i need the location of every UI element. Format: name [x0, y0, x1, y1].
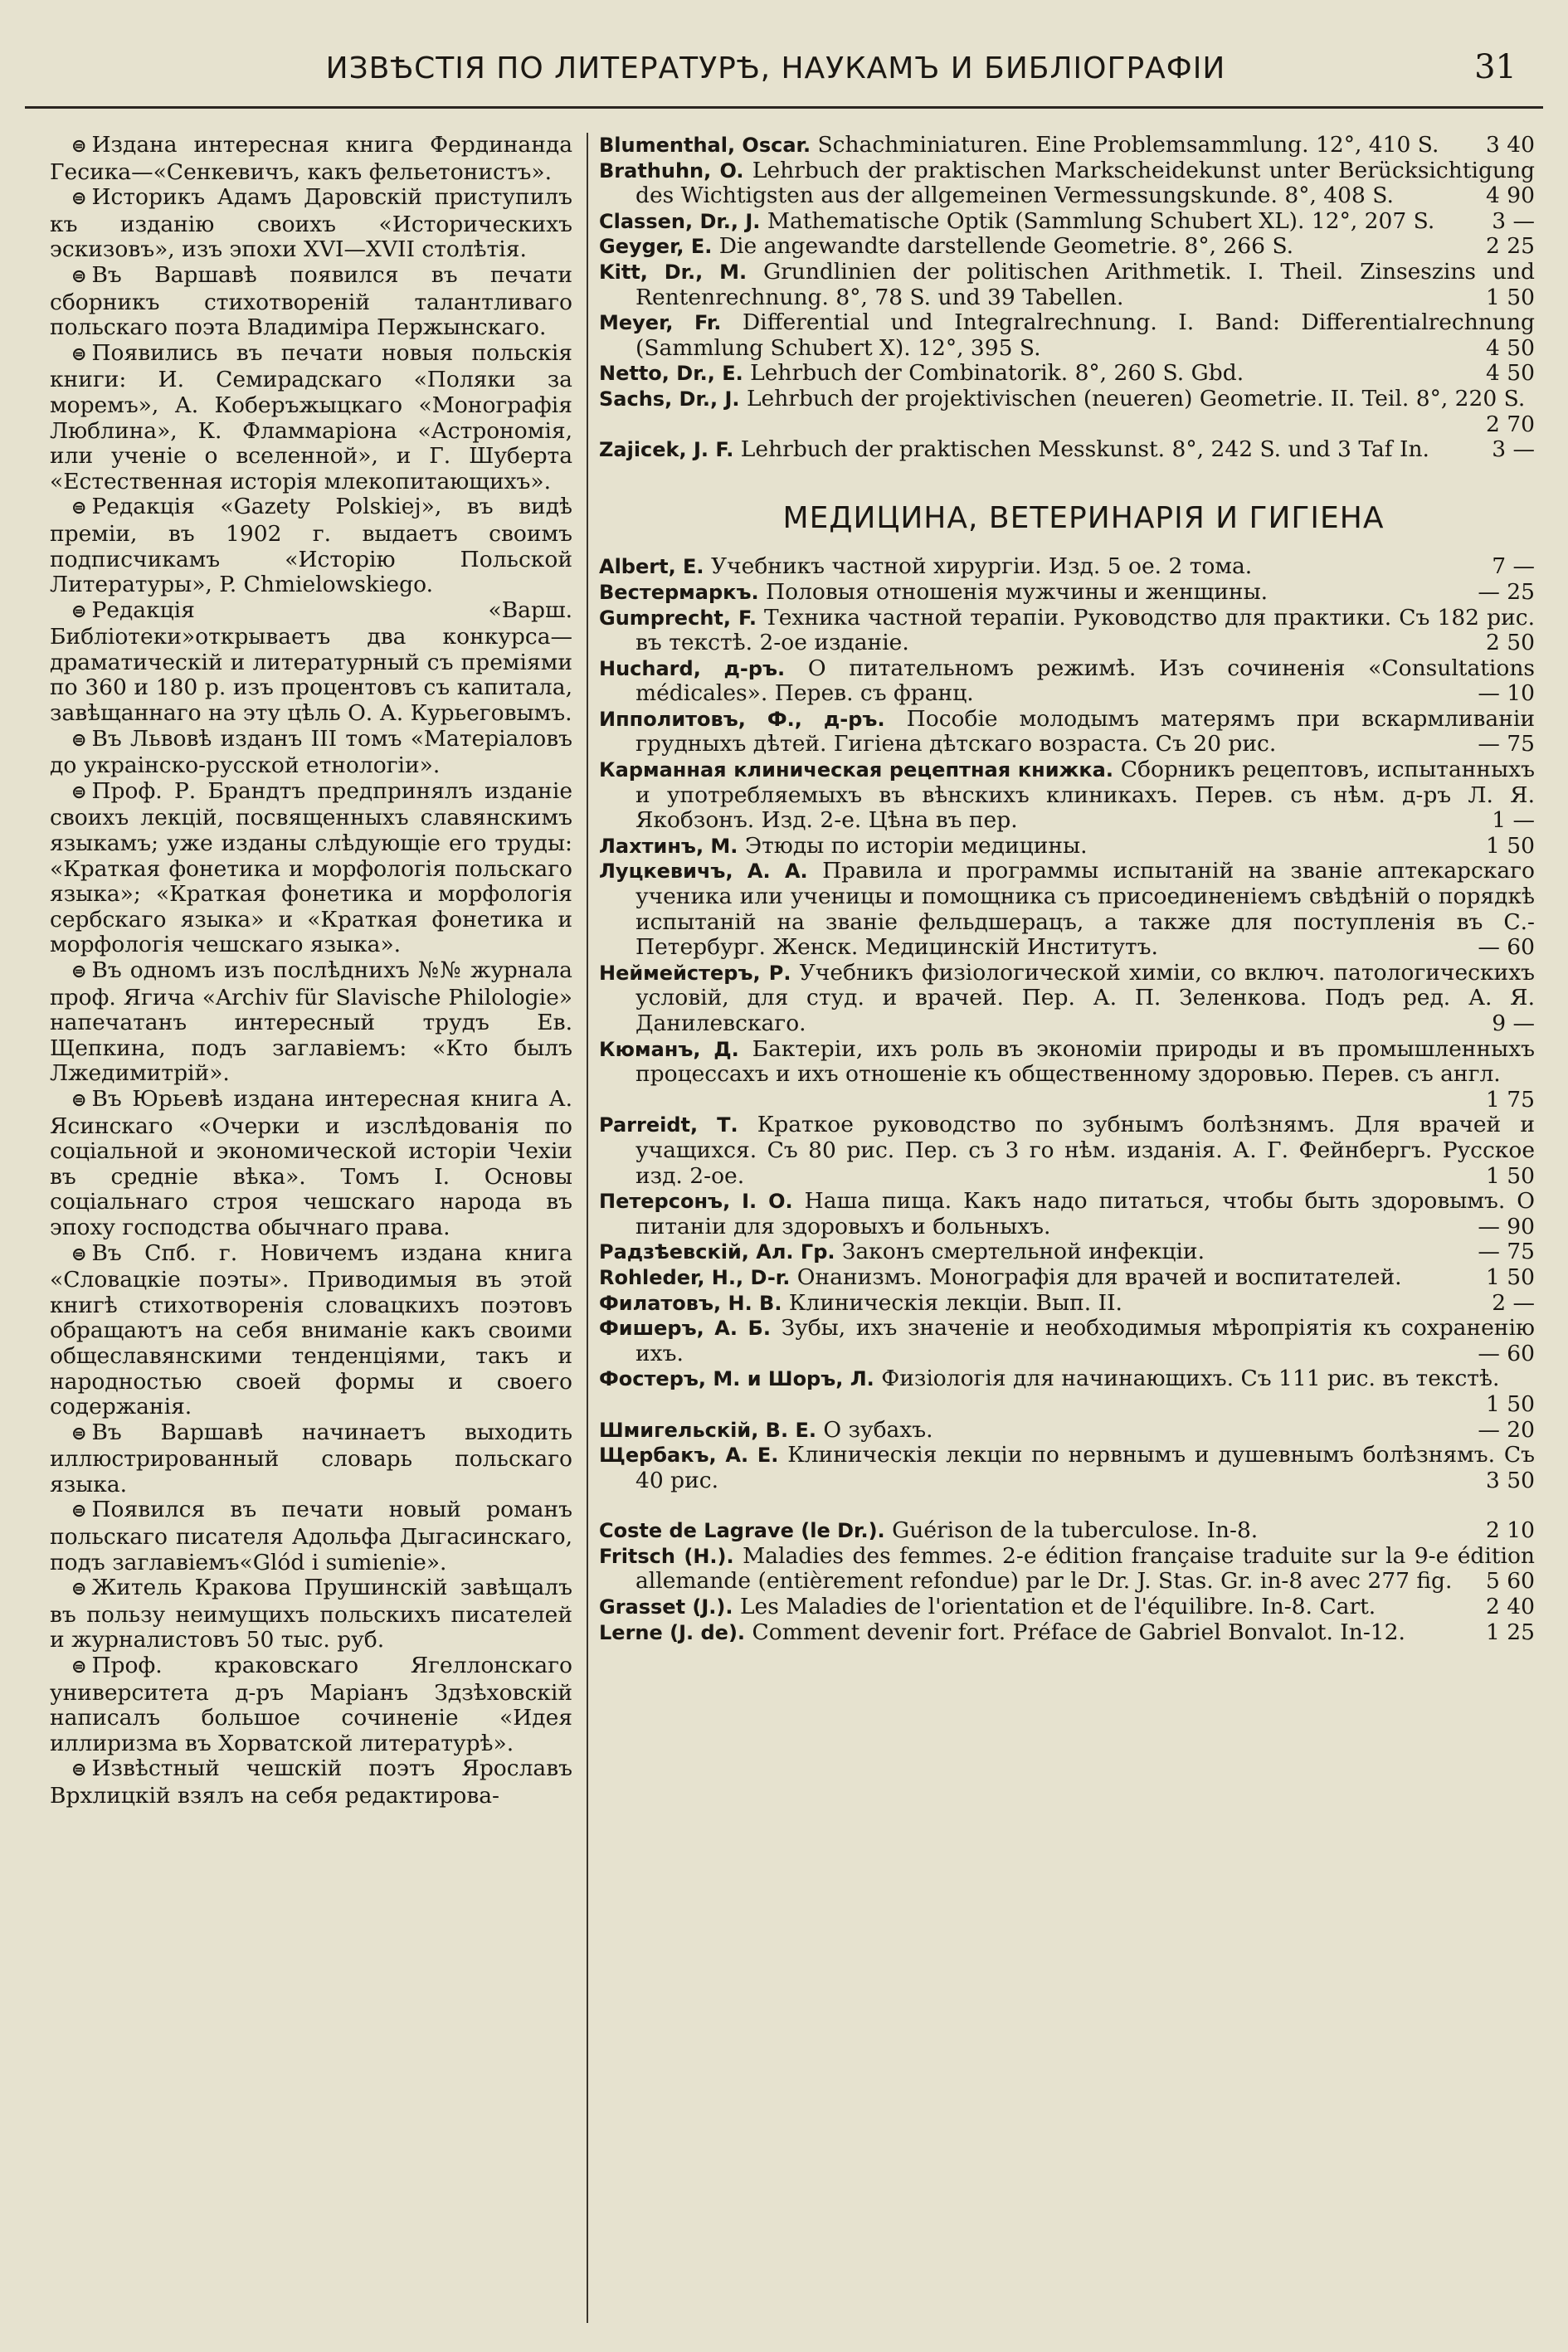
entry-author: Вестермаркъ. — [599, 580, 759, 604]
entry-title: Die angewandte darstellende Geometrie. 8°, 266 S. — [712, 233, 1294, 260]
entry-title: Техника частной терапіи. Руководство для практики. Съ 182 рис. въ текстѣ. 2-ое изданіе. — [635, 604, 1535, 656]
math-entries — [599, 133, 1535, 463]
entry-author: Лахтинъ, М. — [599, 834, 738, 858]
entry-author: Gumprecht, F. — [599, 606, 757, 630]
news-text: Въ Варшавѣ появился въ печати сборникъ стихотвореній талантливаго польскаго поэта Владиміра Пержынскаго. — [50, 261, 572, 341]
news-item — [50, 185, 572, 263]
news-text: Въ Варшавѣ начинаетъ выходить иллюстрированный словарь польскаго языка. — [50, 1419, 572, 1497]
entry-author: Classen, Dr., J. — [599, 209, 761, 233]
news-marker-icon: ⊜ — [71, 1760, 87, 1781]
entry-price: 2 25 — [1485, 233, 1535, 260]
bibliography-entry — [599, 606, 1535, 656]
news-item — [50, 1241, 572, 1420]
column-divider — [587, 133, 588, 2323]
entry-author: Ипполитовъ, Ф., д-ръ. — [599, 707, 885, 731]
entry-author: Zajicek, J. F. — [599, 438, 734, 462]
news-text: Въ Юрьевѣ издана интересная книга А. Ясинскаго «Очерки и изслѣдованія по соціальной и экономической исторіи Чехіи въ средніе вѣка». Томъ I. Основы соціальнаго строя чешскаго народа въ эпоху господства обычнаго права. — [50, 1085, 572, 1240]
news-text: Въ Спб. г. Новичемъ издана книга «Словацкіе поэты». Приводимыя въ этой книгѣ стихотворенія словацкихъ поэтовъ обращаютъ на себя вниманіе какъ своими общеславянскими тенденціями, такъ и народностью своей формы и своего содержанія. — [50, 1239, 572, 1420]
entry-author: Щербакъ, А. Е. — [599, 1444, 779, 1468]
bibliography-entry — [599, 437, 1535, 463]
entry-price: 4 50 — [1485, 334, 1535, 361]
entry-author: Albert, E. — [599, 555, 704, 579]
news-marker-icon: ⊜ — [71, 1423, 87, 1444]
news-text: Проф. Р. Брандтъ предпринялъ изданіе своихъ лекцій, посвященныхъ славянскимъ языкамъ; уже изданы слѣдующіе его труды: «Краткая фонетика и морфологія польскаго языка»; «Краткая фонетика и морфологія сербскаго языка» и «Краткая фонетика и морфологія чешскаго языка». — [50, 777, 572, 958]
entry-price: 3 50 — [1485, 1467, 1535, 1493]
entry-author: Филатовъ, Н. В. — [599, 1291, 782, 1315]
entry-price: — 75 — [1478, 1239, 1535, 1265]
bibliography-entry — [599, 158, 1535, 209]
news-item — [50, 727, 572, 779]
bibliography-entry — [599, 1595, 1535, 1620]
entry-title: О питательномъ режимѣ. Изъ сочиненія «Consultations médicales». Перев. съ франц. — [635, 655, 1535, 707]
entry-price: 3 — — [1492, 436, 1535, 463]
news-item — [50, 494, 572, 597]
entry-author: Кюманъ, Д. — [599, 1037, 739, 1061]
news-text: Извѣстный чешскій поэтъ Ярославъ Врхлицкій взялъ на себя редактирова- — [50, 1755, 572, 1809]
entry-price: 4 50 — [1485, 360, 1535, 387]
bibliography-entry — [599, 1620, 1535, 1646]
bibliography-entry — [599, 859, 1535, 960]
entry-price: 1 50 — [1485, 284, 1535, 310]
header-rule — [25, 106, 1543, 109]
news-marker-icon: ⊜ — [71, 782, 87, 803]
bibliography-entry — [599, 554, 1535, 580]
news-item — [50, 1756, 572, 1809]
entry-price: 1 50 — [1485, 1162, 1535, 1189]
news-text: Въ Львовѣ изданъ III томъ «Матеріаловъ до украінско-русской етнологіи». — [50, 725, 572, 779]
entry-title: Maladies des femmes. 2-e édition française traduite sur la 9-e édition allemande (entièrement refondue) par le Dr. J. Stas. Gr. in-8 avec 277 fig. — [635, 1542, 1535, 1595]
entry-price: 1 25 — [1485, 1619, 1535, 1645]
entry-price: — 60 — [1478, 934, 1535, 961]
bibliography-entry — [599, 580, 1535, 606]
bibliography-entry — [599, 1113, 1535, 1189]
bibliography-entry — [599, 1518, 1535, 1544]
entry-title: Учебникъ физіологической химіи, со включ. патологическихъ условій, для студ. и врачей. Пер. А. П. Зеленкова. Подъ ред. А. Я. Данилевскаго. — [635, 959, 1535, 1036]
entry-title: Онанизмъ. Монографія для врачей и воспитателей. — [790, 1264, 1402, 1290]
entry-title: Сборникъ рецептовъ, испытанныхъ и употребляемыхъ въ вѣнскихъ клиникахъ. Перев. съ нѣм. д-ръ Л. Я. Якобзонъ. Изд. 2-е. Цѣна въ пер. — [635, 757, 1535, 834]
news-text: Появились въ печати новыя польскія книги: И. Семирадскаго «Поляки за моремъ», А. Коберъжыцкаго «Монографія Люблина», К. Фламмаріона «Астрономія, или ученіе о вселенной», и Г. Шуберта «Естественная исторія млекопитающихъ». — [50, 339, 572, 494]
entry-title: Lehrbuch der praktischen Markscheidekunst unter Berücksichtigung des Wichtigsten aus der allgemeinen Vermessungskunde. 8°, 408 S. — [635, 157, 1535, 209]
entry-title: Grundlinien der politischen Arithmetik. I. Theil. Zinseszins und Rentenrechnung. 8°, 78 S. und 39 Tabellen. — [635, 258, 1535, 310]
entry-author: Netto, Dr., E. — [599, 362, 743, 386]
news-marker-icon: ⊜ — [71, 265, 87, 287]
bibliography-entry — [599, 234, 1535, 260]
entry-author: Неймейстеръ, Р. — [599, 961, 791, 985]
news-marker-icon: ⊜ — [71, 1244, 87, 1265]
news-marker-icon: ⊜ — [71, 601, 87, 622]
entry-author: Fritsch (H.). — [599, 1544, 734, 1568]
entry-author: Huchard, д-ръ. — [599, 656, 786, 680]
entry-author: Петерсонъ, І. О. — [599, 1190, 793, 1214]
entry-price: 3 40 — [1485, 133, 1535, 158]
bibliography-entry — [599, 1544, 1535, 1595]
news-item — [50, 1497, 572, 1575]
entry-title: Les Maladies de l'orientation et de l'équilibre. In-8. Cart. — [733, 1594, 1376, 1620]
entry-price: 2 70 — [1485, 411, 1535, 437]
entry-title: Бактеріи, ихъ роль въ экономіи природы и въ промышленныхъ процессахъ и ихъ отношеніе къ общественному здоровью. Перев. съ англ. — [635, 1035, 1535, 1088]
news-text: Редакція «Варш. Библіотеки»открываетъ два конкурса—драматическій и литературный съ преміями по 360 и 180 р. изъ процентовъ съ капитала, завѣщаннаго на эту цѣль О. А. Курьеговымъ. — [50, 597, 572, 727]
bibliography-column — [599, 133, 1535, 2340]
news-item — [50, 598, 572, 727]
entry-author: Фостеръ, М. и Шоръ, Л. — [599, 1367, 874, 1391]
entry-author: Шмигельскій, В. Е. — [599, 1418, 816, 1442]
entry-price: 1 50 — [1485, 832, 1535, 859]
news-item — [50, 1420, 572, 1498]
entry-price: — 60 — [1478, 1340, 1535, 1366]
bibliography-entry — [599, 1291, 1535, 1317]
entry-price: 2 50 — [1485, 630, 1535, 656]
bibliography-entry — [599, 1418, 1535, 1444]
bibliography-entry — [599, 707, 1535, 757]
entry-author: Фишеръ, А. Б. — [599, 1317, 771, 1341]
entry-price: 1 — — [1492, 807, 1535, 834]
news-marker-icon: ⊜ — [71, 1501, 87, 1522]
entry-title: Этюды по исторіи медицины. — [738, 832, 1088, 859]
entry-price: 5 60 — [1485, 1568, 1535, 1595]
section-gap — [599, 1493, 1535, 1518]
entry-price: — 90 — [1478, 1213, 1535, 1239]
news-text: Историкъ Адамъ Даровскій приступилъ къ изданію своихъ «Историческихъ эскизовъ», изъ эпохи XVI—XVII столѣтія. — [50, 184, 572, 263]
news-marker-icon: ⊜ — [71, 729, 87, 751]
news-marker-icon: ⊜ — [71, 188, 87, 210]
news-text: Проф. краковскаго Ягеллонскаго университета д-ръ Маріанъ Здзѣховскій написалъ большое сочиненіе «Идея иллиризма въ Хорватской литературѣ». — [50, 1653, 572, 1756]
news-text: Въ одномъ изъ послѣднихъ №№ журнала проф. Ягича «Archiv für Slavische Philologie» напечатанъ интересный трудъ Ев. Щепкина, подъ заглавіемъ: «Кто былъ Лжедимитрій». — [50, 957, 572, 1087]
entry-author: Kitt, Dr., M. — [599, 260, 747, 284]
entry-author: Радзѣевскій, Ал. Гр. — [599, 1240, 835, 1264]
entry-price: 9 — — [1492, 1010, 1535, 1036]
entry-title: Наша пища. Какъ надо питаться, чтобы быть здоровымъ. О питаніи для здоровыхъ и больныхъ. — [635, 1188, 1535, 1239]
bibliography-entry — [599, 209, 1535, 235]
news-marker-icon: ⊜ — [71, 136, 87, 157]
entry-price: — 10 — [1478, 680, 1535, 707]
medicine-entries — [599, 554, 1535, 1493]
entry-title: Физіологія для начинающихъ. Съ 111 рис. въ текстѣ. — [874, 1366, 1500, 1392]
bibliography-entry — [599, 1443, 1535, 1493]
french-entries — [599, 1518, 1535, 1645]
entry-author: Карманная клиническая рецептная книжка. — [599, 758, 1113, 782]
news-item — [50, 958, 572, 1087]
news-item — [50, 1087, 572, 1241]
bibliography-entry — [599, 1037, 1535, 1113]
entry-title: Учебникъ частной хирургіи. Изд. 5 ое. 2 тома. — [704, 553, 1253, 580]
entry-title: Schachminiaturen. Eine Problemsammlung. 12°, 410 S. — [811, 133, 1439, 158]
running-head: ИЗВѢСТІЯ ПО ЛИТЕРАТУРѢ, НАУКАМЪ И БИБЛІОГРАФІИ — [325, 51, 1226, 85]
entry-title: Клиническія лекціи по нервнымъ и душевнымъ болѣзнямъ. Съ 40 рис. — [635, 1442, 1535, 1493]
news-marker-icon: ⊜ — [71, 1657, 87, 1678]
entry-title: Lehrbuch der Combinatorik. 8°, 260 S. Gbd. — [743, 360, 1244, 387]
entry-title: Mathematische Optik (Sammlung Schubert XL). 12°, 207 S. — [760, 207, 1435, 234]
bibliography-entry — [599, 387, 1535, 437]
entry-title: О зубахъ. — [816, 1416, 933, 1443]
entry-price: 2 — — [1492, 1289, 1535, 1316]
news-text: Редакція «Gazety Polskiej», въ видѣ преміи, въ 1902 г. выдаетъ своимъ подписчикамъ «Исторію Польской Литературы», P. Chmielowskiego. — [50, 494, 572, 598]
news-item — [50, 1653, 572, 1756]
bibliography-entry — [599, 1189, 1535, 1239]
entry-price: 7 — — [1492, 553, 1535, 580]
news-item — [50, 341, 572, 495]
bibliography-entry — [599, 361, 1535, 387]
entry-price: 1 75 — [1485, 1086, 1535, 1113]
news-item — [50, 779, 572, 958]
news-marker-icon: ⊜ — [71, 962, 87, 982]
entry-title: Законъ смертельной инфекціи. — [835, 1239, 1205, 1265]
entry-title: Клиническія лекціи. Вып. II. — [782, 1289, 1122, 1316]
entry-title: Differential und Integralrechnung. I. Band: Differentialrechnung (Sammlung Schubert X). 12°, 395 S. — [635, 309, 1535, 361]
entry-author: Sachs, Dr., J. — [599, 387, 740, 411]
entry-author: Rohleder, Н., D-r. — [599, 1265, 791, 1289]
entry-price: 1 50 — [1485, 1390, 1535, 1417]
entry-title: Lehrbuch der projektivischen (neueren) Geometrie. II. Teil. 8°, 220 S. — [739, 385, 1526, 411]
entry-price: — 75 — [1478, 731, 1535, 757]
bibliography-entry — [599, 1316, 1535, 1366]
entry-title: Половыя отношенія мужчины и женщины. — [758, 578, 1269, 605]
entry-author: Parreidt, Т. — [599, 1113, 738, 1137]
entry-title: Краткое руководство по зубнымъ болѣзнямъ. Для врачей и учащихся. Съ 80 рис. Пер. съ 3 го нѣм. изданія. А. Г. Фейнбергъ. Русское изд. 2-ое. — [635, 1112, 1535, 1189]
news-text: Издана интересная книга Фердинанда Гесика—«Сенкевичъ, какъ фельетонистъ». — [50, 133, 572, 185]
entry-title: Guérison de la tuberculose. In-8. — [884, 1517, 1259, 1544]
entry-title: Зубы, ихъ значеніе и необходимыя мѣропріятія къ сохраненію ихъ. — [635, 1315, 1535, 1366]
bibliography-entry — [599, 1239, 1535, 1265]
entry-author: Lerne (J. de). — [599, 1620, 746, 1644]
bibliography-entry — [599, 310, 1535, 361]
page-header — [0, 48, 1568, 98]
news-marker-icon: ⊜ — [71, 498, 87, 519]
bibliography-entry — [599, 834, 1535, 859]
news-item — [50, 133, 572, 185]
entry-title: Пособіе молодымъ матерямъ при вскармливаніи грудныхъ дѣтей. Гигіена дѣтскаго возраста. Съ 20 рис. — [635, 705, 1535, 757]
news-marker-icon: ⊜ — [71, 1579, 87, 1600]
news-marker-icon: ⊜ — [71, 1089, 87, 1111]
entry-price: 3 — — [1492, 207, 1535, 234]
entry-title: Правила и программы испытаній на званіе аптекарскаго ученика или ученицы и помощника съ присоединеніемъ свѣдѣній о порядкѣ испытаній на званіе фельдшерацъ, а также для поступленія въ С.-Петербург. Женск. Медицинскій Институтъ. — [635, 858, 1535, 961]
entry-price: 4 90 — [1485, 183, 1535, 209]
news-item — [50, 263, 572, 341]
bibliography-entry — [599, 961, 1535, 1037]
bibliography-entry — [599, 1366, 1535, 1417]
page-number: 31 — [1474, 48, 1517, 86]
entry-author: Blumenthal, Oscar. — [599, 134, 811, 157]
entry-price: — 25 — [1478, 578, 1535, 605]
bibliography-entry — [599, 133, 1535, 158]
entry-author: Луцкевичъ, А. А. — [599, 859, 808, 884]
entry-title: Comment devenir fort. Préface de Gabriel Bonvalot. In-12. — [745, 1619, 1405, 1645]
entry-author: Grasset (J.). — [599, 1595, 733, 1619]
bibliography-entry — [599, 757, 1535, 834]
bibliography-entry — [599, 656, 1535, 707]
entry-author: Brathuhn, O. — [599, 158, 744, 183]
news-marker-icon: ⊜ — [71, 343, 87, 365]
entry-price: — 20 — [1478, 1416, 1535, 1443]
section-title-medicine: МЕДИЦИНА, ВЕТЕРИНАРІЯ И ГИГІЕНА — [782, 500, 1385, 535]
bibliography-entry — [599, 1265, 1535, 1291]
entry-author: Coste de Lagrave (le Dr.). — [599, 1519, 885, 1543]
news-text: Появился въ печати новый романъ польскаго писателя Адольфа Дыгасинскаго, подъ заглавіемъ«Glód i sumienie». — [50, 1497, 572, 1575]
entry-price: 1 50 — [1485, 1264, 1535, 1290]
news-item — [50, 1575, 572, 1653]
news-column — [50, 133, 572, 2340]
entry-title: Lehrbuch der praktischen Messkunst. 8°, 242 S. und 3 Taf In. — [733, 436, 1429, 463]
news-text: Житель Кракова Прушинскій завѣщалъ въ пользу неимущихъ польскихъ писателей и журналистовъ 50 тыс. руб. — [50, 1575, 572, 1653]
entry-price: 2 40 — [1485, 1594, 1535, 1620]
bibliography-entry — [599, 260, 1535, 310]
entry-price: 2 10 — [1485, 1517, 1535, 1544]
entry-author: Meyer, Fr. — [599, 311, 722, 335]
entry-author: Geyger, E. — [599, 235, 713, 259]
